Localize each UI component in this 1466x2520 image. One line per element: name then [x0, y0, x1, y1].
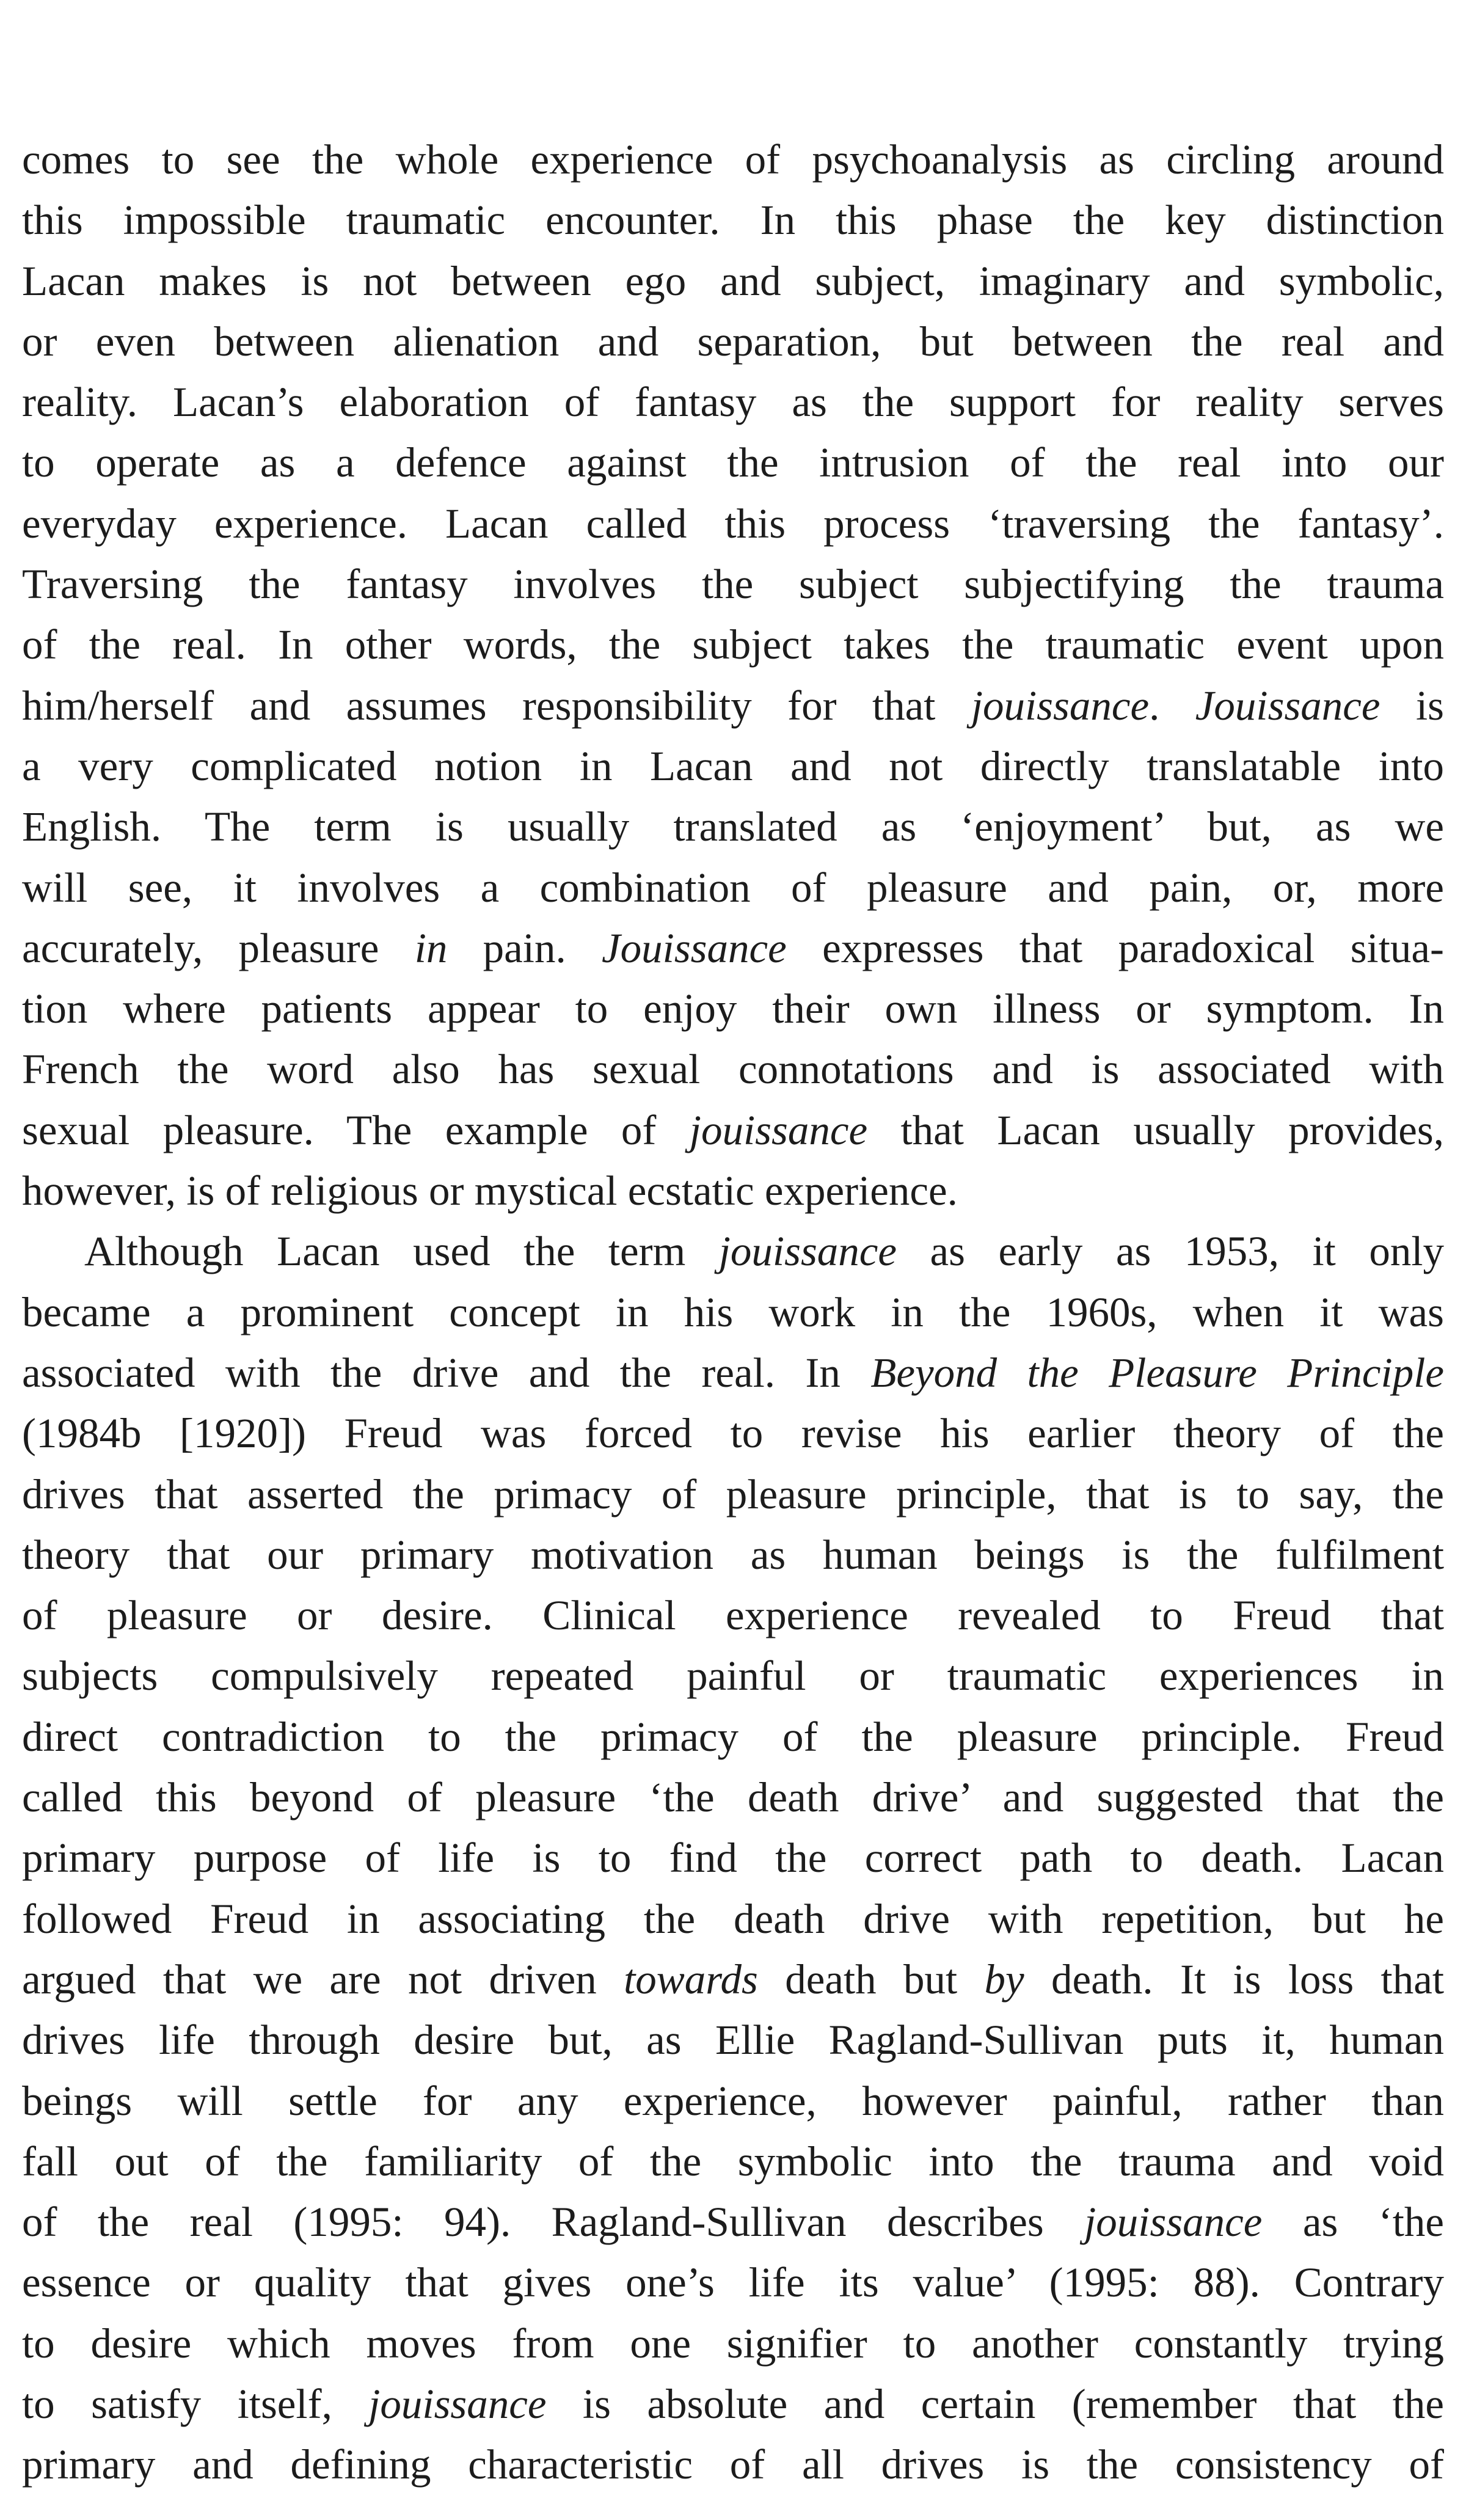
text-run: reality. Lacan’s elaboration of fantasy as the support for reality serves: [22, 379, 1444, 426]
text-run: that Lacan usually provides,: [867, 1106, 1444, 1153]
italic-text: jouissance: [1084, 2199, 1263, 2246]
italic-text: by: [984, 1956, 1024, 2003]
text-run: however, is of religious or mystical ecstatic experience.: [22, 1167, 958, 1214]
text-line: [22, 1707, 1444, 1767]
text-run: sexual pleasure. The example of: [22, 1106, 690, 1153]
text-line: [22, 1585, 1444, 1646]
text-line: [22, 797, 1444, 857]
text-run: as early as 1953, it only: [897, 1228, 1444, 1275]
text-run: became a prominent concept in his work in the 1960s, when it was: [22, 1288, 1444, 1335]
text-line: [22, 615, 1444, 675]
text-line: [22, 1403, 1444, 1464]
text-run: accurately, pleasure: [22, 924, 415, 971]
text-line: [22, 494, 1444, 554]
text-run: fall out of the familiarity of the symbolic into the trauma and void: [22, 2138, 1444, 2185]
text-run: (1984b [1920]) Freud was forced to revise his earlier theory of the: [22, 1410, 1444, 1457]
text-line: [22, 979, 1444, 1039]
text-run: argued that we are not driven: [22, 1956, 624, 2003]
text-run: death. It is loss that: [1024, 1956, 1444, 2003]
text-run: drives that asserted the primacy of pleasure principle, that is to say, the: [22, 1470, 1444, 1517]
text-line: [22, 2252, 1444, 2313]
text-line: [22, 130, 1444, 190]
paragraph: [22, 130, 1444, 1221]
text-line: [22, 1828, 1444, 1888]
text-run: drives life through desire but, as Ellie Ragland-Sullivan puts it, human: [22, 2017, 1444, 2064]
text-line: [22, 2374, 1444, 2434]
text-line: [22, 1100, 1444, 1161]
italic-text: jouissance: [718, 1228, 897, 1275]
text-run: or even between alienation and separation, but between the real and: [22, 318, 1444, 365]
text-run: called this beyond of pleasure ‘the death drive’ and suggested that the: [22, 1774, 1444, 1821]
text-run: everyday experience. Lacan called this process ‘traversing the fantasy’.: [22, 500, 1444, 547]
text-run: direct contradiction to the primacy of the pleasure principle. Freud: [22, 1713, 1444, 1760]
text-line: [22, 736, 1444, 797]
text-line: [22, 312, 1444, 372]
text-run: this impossible traumatic encounter. In this phase the key distinction: [22, 197, 1444, 244]
text-run: of pleasure or desire. Clinical experience revealed to Freud that: [22, 1592, 1444, 1639]
italic-text: Jouissance: [602, 924, 787, 971]
text-run: theory that our primary motivation as human beings is the fulfilment: [22, 1531, 1444, 1578]
text-run: him/herself and assumes responsibility for that: [22, 682, 971, 729]
text-run: as ‘the: [1262, 2199, 1444, 2246]
text-line: [22, 1949, 1444, 2010]
italic-text: Jouissance: [1195, 682, 1380, 729]
text-line: [22, 2131, 1444, 2192]
text-line: [22, 554, 1444, 615]
text-run: associated with the drive and the real. In: [22, 1349, 871, 1396]
text-line: [22, 1464, 1444, 1525]
text-run: is absolute and certain (remember that the: [546, 2380, 1444, 2427]
document-page: [22, 130, 1444, 2496]
text-line: [22, 190, 1444, 250]
italic-text: jouissance: [368, 2380, 547, 2427]
text-line: [22, 372, 1444, 433]
text-line: [22, 1646, 1444, 1706]
text-line: [22, 676, 1444, 736]
text-line: [22, 2010, 1444, 2070]
text-run: essence or quality that gives one’s life its value’ (1995: 88). Contrary: [22, 2259, 1444, 2306]
text-run: tion where patients appear to enjoy their own illness or symptom. In: [22, 985, 1444, 1032]
text-run: primary purpose of life is to find the correct path to death. Lacan: [22, 1835, 1444, 1882]
text-run: expresses that paradoxical situa-: [786, 924, 1444, 971]
text-line: [22, 2434, 1444, 2495]
text-run: is: [1380, 682, 1444, 729]
text-line: [22, 858, 1444, 918]
text-line: [22, 2314, 1444, 2374]
text-line: [22, 1282, 1444, 1343]
text-run: followed Freud in associating the death drive with repetition, but he: [22, 1895, 1444, 1942]
text-line: [22, 1767, 1444, 1828]
text-run: death but: [757, 1956, 985, 2003]
text-run: beings will settle for any experience, however painful, rather than: [22, 2077, 1444, 2124]
text-run: of the real (1995: 94). Ragland-Sullivan describes: [22, 2199, 1085, 2246]
text-line: [22, 2071, 1444, 2131]
text-run: .: [1149, 682, 1195, 729]
italic-text: jouissance: [971, 682, 1150, 729]
text-run: to operate as a defence against the intrusion of the real into our: [22, 439, 1444, 486]
text-line: [22, 2192, 1444, 2252]
text-line: [22, 918, 1444, 979]
text-run: pain.: [447, 924, 602, 971]
text-run: to desire which moves from one signifier to another constantly trying: [22, 2320, 1444, 2367]
text-run: English. The term is usually translated as ‘enjoyment’ but, as we: [22, 803, 1444, 850]
text-run: will see, it involves a combination of pleasure and pain, or, more: [22, 864, 1444, 911]
paragraph: [22, 1221, 1444, 2495]
text-run: of the real. In other words, the subject takes the traumatic event upon: [22, 621, 1444, 668]
text-run: Although Lacan used the term: [84, 1228, 719, 1275]
text-line: [22, 1161, 1444, 1221]
text-line: [22, 1889, 1444, 1949]
text-line: [22, 251, 1444, 312]
text-line: [22, 433, 1444, 493]
text-line: [22, 1343, 1444, 1403]
text-run: Lacan makes is not between ego and subject, imaginary and symbolic,: [22, 257, 1444, 304]
italic-text: jouissance: [689, 1106, 868, 1153]
text-line: [22, 1039, 1444, 1100]
text-run: subjects compulsively repeated painful or traumatic experiences in: [22, 1653, 1444, 1700]
italic-text: in: [414, 924, 448, 971]
text-run: comes to see the whole experience of psychoanalysis as circling around: [22, 136, 1444, 183]
text-line: [22, 1525, 1444, 1585]
text-run: to satisfy itself,: [22, 2380, 369, 2427]
italic-text: towards: [624, 1956, 758, 2003]
text-run: a very complicated notion in Lacan and not directly translatable into: [22, 742, 1444, 789]
italic-text: Beyond the Pleasure Principle: [870, 1349, 1444, 1396]
text-run: Traversing the fantasy involves the subject subjectifying the trauma: [22, 561, 1444, 608]
text-run: primary and defining characteristic of all drives is the consistency of: [22, 2441, 1444, 2488]
text-line: [22, 1221, 1444, 1282]
text-run: French the word also has sexual connotations and is associated with: [22, 1046, 1444, 1093]
